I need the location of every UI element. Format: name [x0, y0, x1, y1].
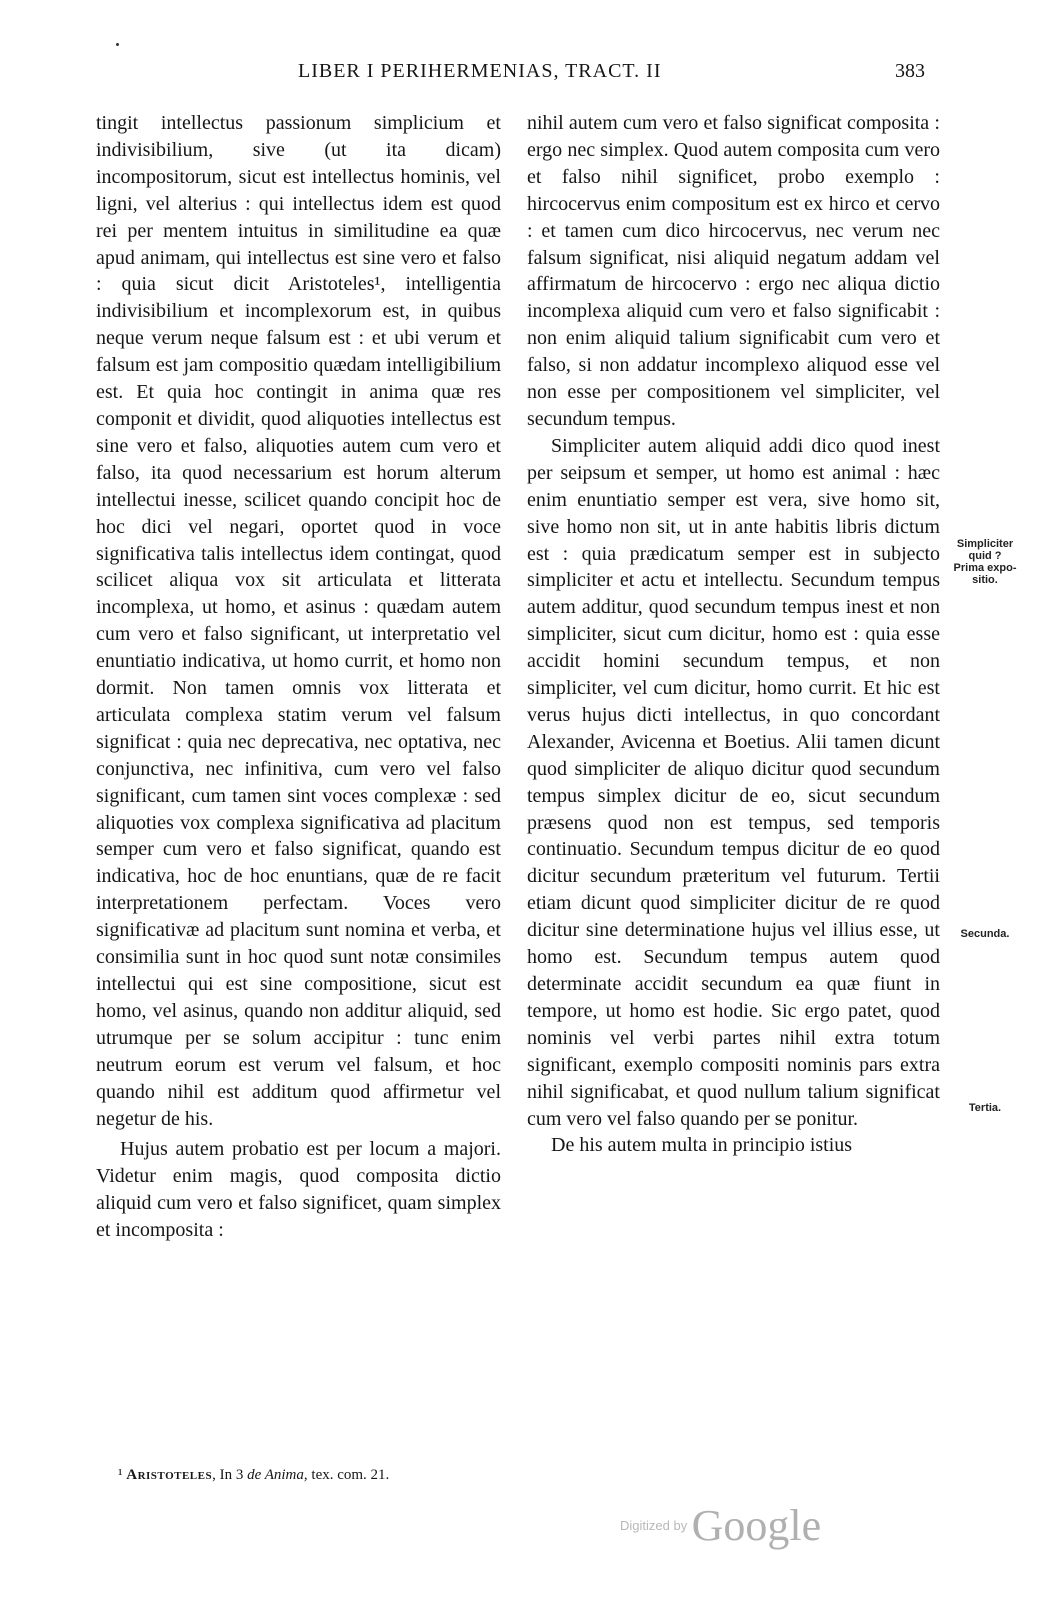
right-column	[527, 110, 940, 1159]
page-number: 383	[895, 60, 925, 82]
right-paragraph-1: nihil autem cum vero et falso significat composita : ergo nec simplex. Quod autem composita cum vero et falso nihil significet, probo exemplo : hircocervus enim compositum est ex hirco et cervo : et tamen cum dico hircocervus, nec verum nec falsum significat, nisi aliquid negatum addam vel affirmatum de hircocervo : ergo nec aliqua dictio incomplexa aliquid cum vero et falso significabit : non enim aliquid talium significabit cum vero et falso, si non addatur incomplexo aliquod esse vel non esse per compositionem vel simpliciter, vel secundum tempus.	[527, 112, 940, 430]
footnote-marker: ¹	[118, 1467, 123, 1483]
footnote-post: , tex. com. 21.	[303, 1467, 390, 1483]
google-logo: Google	[691, 1501, 822, 1550]
side-note-line: Simpliciter	[956, 538, 1014, 550]
side-note-tertia: Tertia.	[968, 1102, 1002, 1114]
running-head: LIBER I PERIHERMENIAS, TRACT. II	[298, 60, 662, 82]
side-note-line: Prima expo-	[953, 562, 1017, 574]
watermark-digitized-by: Digitized by	[620, 1518, 688, 1533]
google-watermark	[620, 1500, 821, 1560]
footnote-pre: , In 3	[212, 1467, 248, 1483]
footnote-author: Aristoteles	[126, 1467, 213, 1483]
right-paragraph-3: De his autem multa in principio istius	[551, 1134, 853, 1157]
footnote	[118, 1467, 389, 1484]
right-paragraph-2: Simpliciter autem aliquid addi dico quod inest per seipsum et semper, ut homo est animal : hæc enim enuntiatio semper est vera, sive homo sit, sive homo non sit, ut in ante habitis libris dictum est : quia prædicatum semper est in subjecto simpliciter et actu et intellectu. Secundum tempus autem additur, quod secundum tempus inest et non simpliciter, sicut cum dicitur, homo est : quia esse accidit homini secundum tempus, et non simpliciter, vel cum dicitur, homo currit. Et hic est verus hujus dicti intellectus, in quo concordant Alexander, Avicenna et Boetius. Alii tamen dicunt quod simpliciter de aliquo dicitur quod secundum tempus simplex dicitur de eo, sicut secundum præsens quod non est tempus, sed temporis continuatio. Secundum tempus dicitur de eo quod dicitur secundum præteritum vel futurum. Tertii etiam dicunt quod simpliciter dicitur de re quod dicitur sine determinatione hujus vel illius esse, ut homo est. Secundum tempus autem quod determinate accidit secundum ea quæ fiunt in tempore, ut homo est hodie. Sic ergo patet, quod nominis vel verbi partes nihil extra totum significant, exemplo compositi nominis pars extra nihil significabat, et quod nullum talium significat cum vero vel falso quando per se ponitur.	[527, 434, 940, 1130]
side-note-secunda: Secunda.	[960, 928, 1010, 940]
side-note-line: sitio.	[972, 574, 998, 586]
left-column	[96, 110, 501, 1244]
stray-mark	[116, 43, 119, 46]
left-paragraph-1: tingit intellectus passionum simplicium et indivisibilium, sive (ut ita dicam) incompositorum, sicut est intellectus hominis, vel ligni, vel alterius : qui intellectus idem est quod rei per mentem intuitus in similitudine ea quæ apud animam, qui intellectus est sine vero et falso : quia sicut dicit Aristoteles¹, intelligentia indivisibilium et incomplexorum est, in quibus neque verum neque falsum est : et ubi verum et falsum est jam compositio quædam intelligibilium est. Et quia hoc contingit in anima quæ res componit et dividit, quod aliquoties intellectus est sine vero et falso, aliquoties autem cum vero et falso, ita quod necessarium est horum alterum intellectui inesse, scilicet quando concipit hoc de hoc dici vel negari, oportet quod in voce significativa talis intellectus idem contingat, quod scilicet aliqua vox sit articulata et litterata incomplexa, ut homo, et asinus : quædam autem cum vero et falso significant, ut interpretatio vel enuntiatio indicativa, ut homo currit, et homo non dormit. Non tamen omnis vox litterata et articulata complexa statim verum vel falsum significat : quia nec deprecativa, nec optativa, nec conjunctiva, nec infinitiva, cum vero vel falso significant, cum tamen sint voces complexæ : sed aliquoties vox complexa significativa ad placitum semper cum vero et falso significat, quando est indicativa, hoc de hoc enuntians, quæ de re facit interpretationem perfectam. Voces vero significativæ ad placitum sunt nomina et verba, et consimilia sunt in hoc quod sunt notæ consimiles intellectui qui est sine compositione, sicut est homo, vel asinus, quando non additur aliquid, sed utrumque per se solum accipitur : tunc enim neutrum eorum est verum vel falsum, et hoc quando nihil est additum quod affirmetur vel negetur de his.	[96, 112, 501, 1130]
side-note-simpliciter	[946, 538, 1024, 586]
side-note-line: quid ?	[968, 550, 1002, 562]
left-paragraph-2: Hujus autem probatio est per locum a majori. Videtur enim magis, quod composita dictio aliquid cum vero et falso significet, quam simplex et incomposita :	[96, 1138, 501, 1242]
footnote-work: de Anima	[247, 1467, 304, 1483]
